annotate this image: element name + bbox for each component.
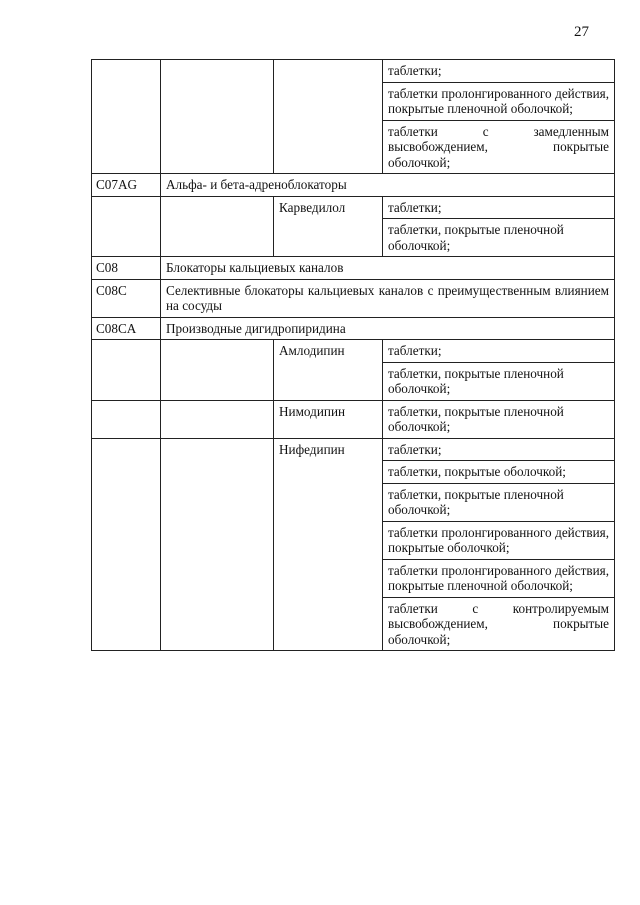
dosage-form-cell: таблетки, покрытые пленочной оболочкой; <box>383 219 615 257</box>
table-row <box>92 257 615 280</box>
table-cell-empty <box>161 196 274 257</box>
atc-code-cell: C08C <box>92 279 161 317</box>
dosage-form-cell: таблетки с замедленным высвобождением, покрытые оболочкой; <box>383 120 615 174</box>
dosage-form-cell: таблетки, покрытые пленочной оболочкой; <box>383 400 615 438</box>
table-row <box>92 174 615 197</box>
dosage-form-cell: таблетки, покрытые пленочной оболочкой; <box>383 362 615 400</box>
atc-group-name-cell: Производные дигидропиридина <box>161 317 615 340</box>
dosage-form-cell: таблетки; <box>383 60 615 83</box>
dosage-form-cell: таблетки, покрытые пленочной оболочкой; <box>383 483 615 521</box>
table-cell-empty <box>92 340 161 401</box>
table-cell-empty <box>274 60 383 174</box>
atc-group-name-cell: Селективные блокаторы кальциевых каналов с преимущественным влиянием на сосуды <box>161 279 615 317</box>
dosage-form-cell: таблетки пролонгированного действия, покрытые оболочкой; <box>383 521 615 559</box>
table-cell-empty <box>92 60 161 174</box>
dosage-form-cell: таблетки, покрытые оболочкой; <box>383 461 615 484</box>
table-cell-empty <box>161 340 274 401</box>
atc-group-name-cell: Блокаторы кальциевых каналов <box>161 257 615 280</box>
table-row <box>92 279 615 317</box>
drug-name-cell: Нимодипин <box>274 400 383 438</box>
table-cell-empty <box>92 400 161 438</box>
atc-code-cell: C08 <box>92 257 161 280</box>
dosage-form-cell: таблетки с контролируемым высвобождением, покрытые оболочкой; <box>383 597 615 651</box>
table-cell-empty <box>161 60 274 174</box>
drug-classification-table <box>91 59 615 651</box>
table-row <box>92 340 615 363</box>
table-row <box>92 438 615 461</box>
atc-code-cell: C08CA <box>92 317 161 340</box>
atc-code-cell: C07AG <box>92 174 161 197</box>
table-row <box>92 317 615 340</box>
table-row <box>92 400 615 438</box>
table-cell-empty <box>92 438 161 651</box>
dosage-form-cell: таблетки; <box>383 340 615 363</box>
dosage-form-cell: таблетки пролонгированного действия, покрытые пленочной оболочкой; <box>383 82 615 120</box>
table-cell-empty <box>92 196 161 257</box>
drug-name-cell: Нифедипин <box>274 438 383 651</box>
drug-name-cell: Амлодипин <box>274 340 383 401</box>
dosage-form-cell: таблетки; <box>383 438 615 461</box>
table-row <box>92 60 615 83</box>
table-cell-empty <box>161 400 274 438</box>
dosage-form-cell: таблетки пролонгированного действия, покрытые пленочной оболочкой; <box>383 559 615 597</box>
drug-name-cell: Карведилол <box>274 196 383 257</box>
table-cell-empty <box>161 438 274 651</box>
table-row <box>92 196 615 219</box>
dosage-form-cell: таблетки; <box>383 196 615 219</box>
page-number: 27 <box>574 24 589 40</box>
atc-group-name-cell: Альфа- и бета-адреноблокаторы <box>161 174 615 197</box>
